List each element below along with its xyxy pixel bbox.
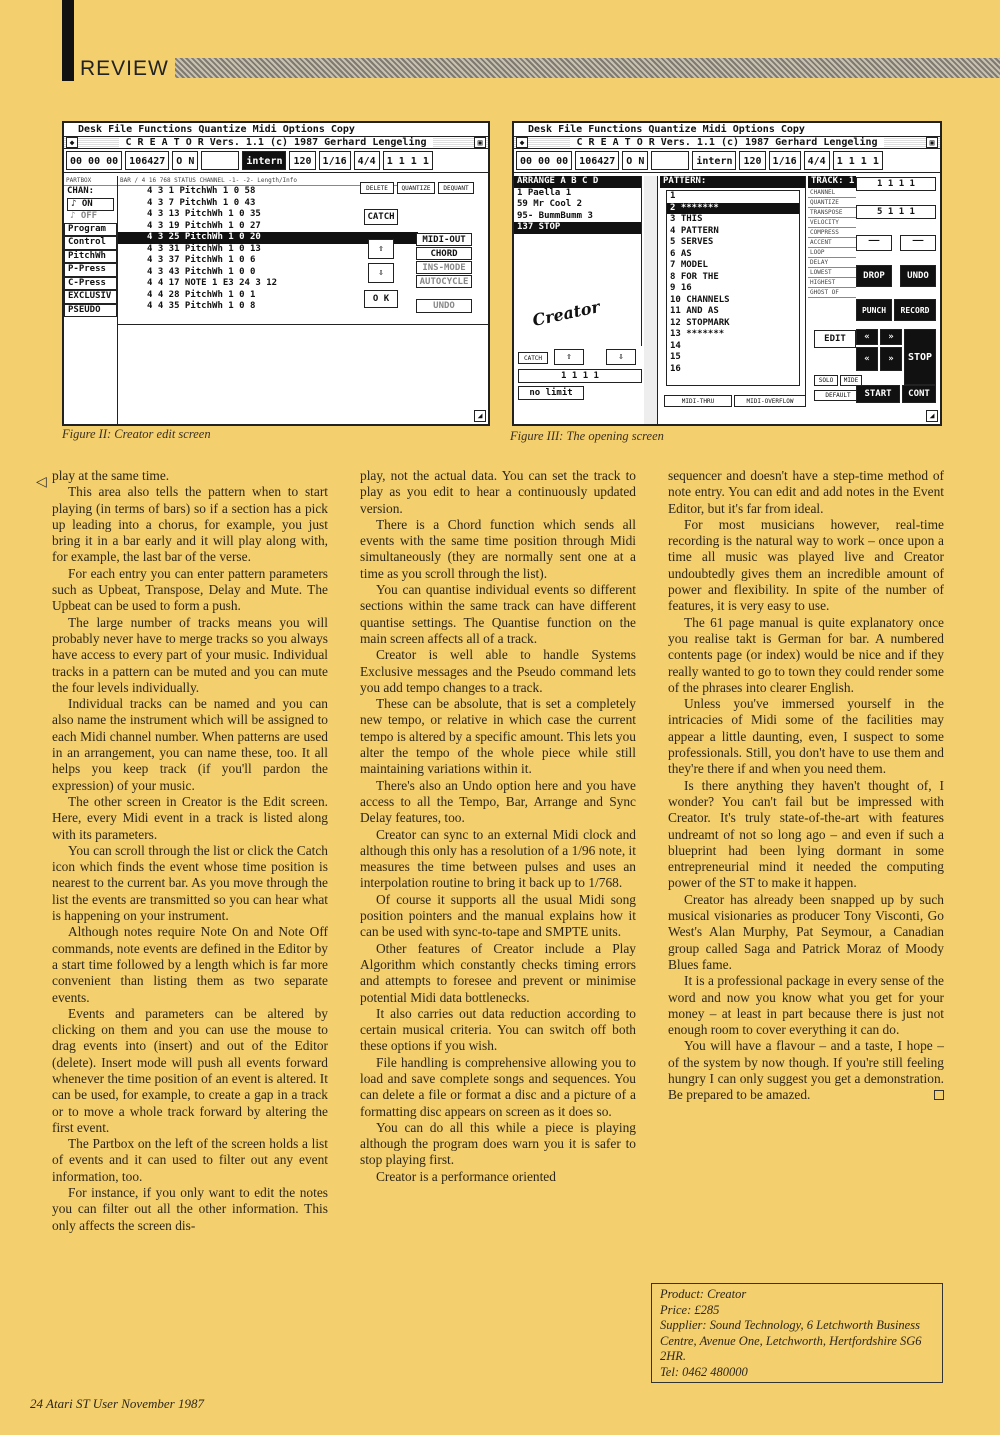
arrange-item: 95- BummBumm 3 — [517, 210, 593, 221]
track-param: TRANSPOSE — [808, 208, 856, 218]
delete-button: DELETE — [360, 182, 394, 194]
event-row: 4 3 43 PitchWh 1 0 0 — [147, 266, 256, 277]
scroll-up-icon: ⇧ — [368, 239, 394, 259]
prev-icon: « — [856, 347, 878, 371]
pattern-item: 4 PATTERN — [670, 225, 719, 236]
paragraph: Unless you've immersed yourself in the intricacies of Midi some of the facilities may appear a little daunting, even, I suspect to some professionals. Still, you don't have to use them and they're there if and when you need them. — [668, 696, 944, 777]
pattern-item: 1 — [670, 191, 676, 201]
resize-icon: ◢ — [474, 410, 486, 422]
track-param: HIGHEST — [808, 278, 856, 288]
event-row: 4 4 17 NOTE 1 E3 24 3 12 — [147, 278, 278, 288]
pattern-item: 7 MODEL — [670, 260, 708, 270]
arrange-header: ARRANGE A B C D — [514, 176, 641, 188]
event-row: 4 3 13 PitchWh 1 0 35 — [147, 209, 261, 219]
article-column-2 — [360, 468, 636, 1185]
cont-button: CONT — [902, 385, 936, 403]
paragraph: There's also an Undo option here and you have access to all the Tempo, Bar, Arrange and Sync Delay features, too. — [360, 777, 636, 826]
default-button: DEFAULT — [814, 390, 862, 401]
rewind-icon: « — [856, 329, 878, 345]
arrange-item: 1 Paella 1 — [517, 187, 572, 198]
title-bar — [64, 137, 488, 149]
punch-button: PUNCH — [856, 299, 892, 321]
pattern-item: 14 — [670, 340, 681, 351]
paragraph: These can be absolute, that is set a completely new tempo, or relative in which case the current tempo is altered by a specific amount. This lets you alter the tempo of the whole piece while still maintaining variations within it. — [360, 696, 636, 777]
pattern-item: 16 — [670, 363, 681, 374]
scroll-down-icon: ⇩ — [368, 263, 394, 283]
paragraph: There is a Chord function which sends all events with the same time position through Midi simultaneously (they are normally sent one at a time as you scroll through the list). — [360, 516, 636, 581]
paragraph: The large number of tracks means you will probably never have to merge tracks so you always have access to every part of your music. Individual tracks in a pattern can be muted and you can mute the four levels individually. — [52, 614, 328, 695]
counter-display: 1 1 1 1 — [833, 151, 883, 170]
quantize-display: 1/16 — [319, 151, 351, 170]
paragraph: For each entry you can enter pattern parameters such as Upbeat, Transpose, Delay and Mute. The Upbeat can be used to form a push. — [52, 565, 328, 614]
track-param: COMPRESS — [808, 228, 856, 238]
paragraph: For instance, if you only want to edit the notes you can filter out all the other information. This only affects the screen dis- — [52, 1185, 328, 1233]
sync-display: intern — [242, 151, 286, 170]
paragraph: Is there anything they haven't thought of, I wonder? You can't fail but be impressed with Creator. It's truly state-of-the-art with features undreamt of not so long ago – and even if such a blueprint had been lying dormant in some entrepreneurial mind it needed the computing power of the ST to make it happen. — [668, 777, 944, 891]
section-header — [62, 55, 1000, 81]
partbox-item: P-Press — [64, 263, 117, 277]
scroll-up-icon: ⇧ — [554, 349, 584, 365]
figure-opening-screen — [512, 121, 942, 426]
paragraph: Creator has already been snapped up by such musical visionaries as producer Tony Visconti, Go West's Alan Murphy, Pat Seymour, a Canadian group called Saga and Patrick Moraz of Moody Blues fame. — [668, 891, 944, 972]
dequant-button: DEQUANT — [438, 182, 474, 194]
midi-out-button: MIDI-OUT — [416, 233, 472, 246]
solo-button: SOLO — [814, 375, 838, 386]
pattern-item: 11 AND AS — [670, 306, 719, 316]
paragraph: Of course it supports all the usual Midi song position pointers and the manual explains how it can be used with sync-to-tape and SMPTE units. — [360, 891, 636, 940]
track-panel — [808, 176, 856, 406]
page-footer: 24 Atari ST User November 1987 — [30, 1396, 204, 1411]
right-locator-display: 5 1 1 1 — [856, 205, 936, 219]
free-display: 106427 — [575, 151, 619, 170]
arrange-item: 59 Mr Cool 2 — [517, 199, 583, 209]
event-row: 4 3 31 PitchWh 1 0 13 — [147, 243, 261, 254]
paragraph: Other features of Creator include a Play Algorithm which constantly checks timing errors and attempts to foresee and prevent or minimise potential Midi data bottlenecks. — [360, 940, 636, 1005]
counter-display: 1 1 1 1 — [856, 177, 936, 191]
track-param: LOOP — [808, 248, 856, 258]
paragraph: Events and parameters can be altered by clicking on them and you can use the mouse to drag events into (insert) and out of the Editor (delete). Insert mode will push all events forward whenever the time position of an event is altered. It can be used, for example, to create a gap in a track or to move a whole track forward by altering the first event. — [52, 1005, 328, 1135]
quantize-display: 1/16 — [769, 151, 801, 170]
edit-button: EDIT — [814, 330, 856, 348]
partbox-item: PSEUDO — [64, 304, 117, 318]
end-mark-icon — [934, 1090, 944, 1100]
partbox-item: PitchWh — [64, 250, 117, 264]
event-row: 4 3 19 PitchWh 1 0 27 — [147, 220, 261, 231]
figure-3-caption: Figure III: The opening screen — [510, 429, 664, 443]
paragraph: The 61 page manual is quite explanatory once you realise takt is German for bar. A numbered contents page (or index) would be nice and if they really wanted to go to town they could render some of the phrases into clearer English. — [668, 614, 944, 695]
midi-thru-button: MIDI-THRU — [664, 395, 732, 407]
pattern-item: 9 16 — [670, 283, 692, 293]
measure-display: 4/4 — [804, 151, 830, 170]
upbeat-display: 1 1 1 1 — [518, 369, 642, 383]
pattern-header: PATTERN: — [660, 176, 805, 188]
partbox-item: ♪ OFF — [70, 211, 98, 221]
figure-2-caption: Figure II: Creator edit screen — [62, 427, 211, 441]
tel-line: Tel: 0462 480000 — [660, 1364, 748, 1379]
record-button: RECORD — [894, 299, 936, 321]
measure-display: 4/4 — [354, 151, 380, 170]
header-black-bar — [62, 0, 74, 81]
tempo-display: 120 — [289, 151, 315, 170]
pattern-item: 12 STOPMARK — [670, 317, 730, 328]
autocycle-button: AUTOCYCLE — [416, 275, 472, 288]
paragraph: You can scroll through the list or click the Catch icon which finds the event whose time position is nearest to the current bar. As you move through the list the events are transmitted so you can hear what is happening on your instrument. — [52, 842, 328, 924]
arrange-toggle: O N — [172, 151, 198, 170]
midi-overflow-button: MIDI-OVERFLOW — [734, 395, 806, 407]
event-row: 4 3 7 PitchWh 1 0 43 — [147, 197, 256, 208]
sync-delay — [201, 151, 239, 170]
pattern-strip — [644, 176, 658, 426]
article-column-1 — [52, 468, 328, 1234]
paragraph: It also carries out data reduction according to certain musical criteria. You can switch off both these options if you wish. — [360, 1005, 636, 1054]
toolbar — [64, 149, 488, 173]
empty-area — [118, 324, 488, 424]
event-row: 4 4 28 PitchWh 1 0 1 — [147, 289, 256, 300]
track-param: GHOST OF — [808, 288, 856, 298]
partbox-header: PARTBOX — [64, 176, 117, 186]
creator-logo: Creator — [530, 297, 602, 330]
price-line: Price: £285 — [660, 1302, 720, 1317]
tempo-display: 120 — [739, 151, 765, 170]
track-param: QUANTIZE — [808, 198, 856, 208]
paragraph-last — [668, 1038, 944, 1103]
ok-button: O K — [364, 290, 398, 308]
free-display: 106427 — [125, 151, 169, 170]
pattern-item: 6 AS — [670, 248, 692, 259]
partbox-item: Program — [64, 223, 117, 237]
start-button: START — [856, 385, 900, 403]
paragraph: You can quantise individual events so different sections within the same track can have different quantise settings. The Quantise function on the main screen affects all of a track. — [360, 582, 636, 646]
menu-bar: Desk File Functions Quantize Midi Options Copy — [64, 123, 488, 137]
autodrop-button: –– — [856, 235, 892, 251]
sync-delay — [651, 151, 689, 170]
resize-icon: ◢ — [926, 410, 938, 422]
paragraph: The other screen in Creator is the Edit screen. Here, every Midi event in a track is listed along with its parameters. — [52, 793, 328, 842]
fullscreen-icon: ▣ — [926, 137, 938, 148]
position-display: 00 00 00 — [516, 151, 572, 170]
toolbar — [514, 149, 940, 173]
pattern-item: 10 CHANNELS — [670, 294, 730, 305]
partbox-item: C-Press — [64, 277, 117, 291]
counter-display: 1 1 1 1 — [383, 151, 433, 170]
window-title: C R E A T O R Vers. 1.1 (c) 1987 Gerhard Lengeling — [570, 137, 883, 148]
partbox-item: EXCLUSIV — [64, 290, 117, 304]
section-label: REVIEW — [80, 57, 175, 81]
track-param: DELAY — [808, 258, 856, 268]
event-list-header: BAR / 4 16 768 STATUS CHANNEL -1- -2- Length/Info — [118, 176, 418, 186]
undo-button: UNDO — [416, 299, 472, 313]
figure-edit-screen — [62, 121, 490, 426]
next-icon: » — [880, 347, 902, 371]
event-row: 4 3 1 PitchWh 1 0 58 — [147, 186, 256, 196]
continued-arrow-icon: ◁ — [36, 473, 47, 489]
quantize-button: QUANTIZE — [397, 182, 435, 194]
track-param: ACCENT — [808, 238, 856, 248]
chord-button: CHORD — [416, 247, 472, 260]
position-display: 00 00 00 — [66, 151, 122, 170]
pattern-item: 8 FOR THE — [670, 271, 719, 282]
paragraph: play at the same time. — [52, 468, 170, 483]
event-row-selected: 4 3 25 PitchWh 1 0 20 — [118, 232, 418, 244]
pattern-panel — [660, 176, 806, 406]
pattern-item: 15 — [670, 352, 681, 362]
paragraph-last-text: You will have a flavour – and a taste, I hope – of the system by now though. If you're still feeling hungry I can only suggest you get a demonstration. Be prepared to be amazed. — [668, 1038, 944, 1103]
scroll-down-icon: ⇩ — [606, 349, 636, 365]
track-param: VELOCITY — [808, 218, 856, 228]
supplier-line: Supplier: Sound Technology, 6 Letchworth Business Centre, Avenue One, Letchworth, Hertfordshire SG6 2HR. — [660, 1318, 922, 1363]
paragraph: Individual tracks can be named and you can also name the instrument which will be assigned to each Midi channel number. When patterns are used in an arrangement, you can name these, too. It all helps you keep track (if you'll pardon the expression) of your music. — [52, 696, 328, 793]
ins-mode-button: INS-MODE — [416, 261, 472, 274]
paragraph: It is a professional package in every sense of the word and now you know what you get for your money – at least in part because there is just not enough room to cover everything it can do. — [668, 973, 944, 1038]
header-stripes — [154, 58, 1000, 78]
partbox-item: Control — [64, 236, 117, 250]
pattern-item: 13 ******* — [670, 329, 725, 339]
catch-button: CATCH — [518, 352, 548, 364]
event-row: 4 3 37 PitchWh 1 0 6 — [147, 255, 256, 265]
cycle-button: –– — [900, 235, 936, 251]
paragraph: Creator is well able to handle Systems Exclusive messages and the Pseudo command lets you add tempo changes to a track. — [360, 647, 636, 695]
article-column-3 — [668, 468, 944, 1104]
title-bar — [514, 137, 940, 149]
partbox — [64, 176, 118, 424]
arrange-toggle: O N — [622, 151, 648, 170]
paragraph: This area also tells the pattern when to start playing (in terms of bars) so if a section has a pick up leading into a chorus, for example, you just bring it in a bar early and it will play along with, for example, the last bar of the verse. — [52, 484, 328, 565]
paragraph: sequencer and doesn't have a step-time method of note entry. You can edit and add notes in the Event Editor, but it's far from ideal. — [668, 468, 944, 516]
partbox-item: ♪ ON — [67, 198, 114, 212]
drop-button: DROP — [856, 265, 892, 287]
partbox-item: CHAN: — [67, 186, 95, 196]
paragraph: play, not the actual data. You can set the track to play as you edit to hear a continuously updated version. — [360, 468, 636, 516]
pattern-item-selected: 2 ******* — [667, 203, 799, 215]
paragraph: For most musicians however, real-time recording is the natural way to work – once upon a time all music was played live and Creator undoubtedly gives them an incredible amount of power and flexibility. In spite of the number of features, it is very easy to use. — [668, 516, 944, 614]
fast-forward-icon: » — [880, 329, 902, 345]
window-title: C R E A T O R Vers. 1.1 (c) 1987 Gerhard Lengeling — [119, 137, 432, 148]
arrange-item-selected: 137 STOP — [514, 222, 641, 234]
event-row: 4 4 35 PitchWh 1 0 8 — [147, 301, 256, 311]
sync-display: intern — [692, 151, 736, 170]
track-header: TRACK: 1 — [808, 176, 856, 188]
product-info-box — [651, 1283, 943, 1383]
paragraph: File handling is comprehensive allowing you to load and save complete songs and sequences. You can delete a file or format a disc and a picture of a formatting disc appears on screen as it does so. — [360, 1054, 636, 1119]
product-line: Product: Creator — [660, 1287, 747, 1301]
no-limit-display: no limit — [518, 386, 584, 400]
pattern-item: 5 SERVES — [670, 237, 714, 247]
paragraph: Creator is a performance oriented — [376, 1168, 556, 1184]
paragraph: Although notes require Note On and Note Off commands, note events are defined in the Editor by a start time followed by a length which is far more convenient than listing them as two separate events. — [52, 924, 328, 1005]
menu-bar: Desk File Functions Quantize Midi Options Copy — [514, 123, 940, 137]
paragraph: You can do all this while a piece is playing although the program does warn you it is safer to stop playing first. — [360, 1119, 636, 1168]
close-icon: ◆ — [66, 137, 78, 148]
track-param: CHANNEL — [808, 188, 856, 198]
undo-button: UNDO — [900, 265, 936, 287]
close-icon: ◆ — [516, 137, 528, 148]
pattern-list — [666, 190, 800, 386]
mide-button: MIDE — [840, 375, 862, 386]
track-param: LOWEST — [808, 268, 856, 278]
paragraph: The Partbox on the left of the screen holds a list of events and it can used to filter out any event information, too. — [52, 1136, 328, 1184]
arrange-panel — [514, 176, 642, 346]
fullscreen-icon: ▣ — [474, 137, 486, 148]
catch-button: CATCH — [364, 209, 398, 225]
stop-button: STOP — [904, 329, 936, 385]
pattern-item: 3 THIS — [670, 214, 703, 224]
paragraph: Creator can sync to an external Midi clock and although this only has a resolution of a 1/96 note, it measures the time between pulses and uses an interpolation routine to bring it back up to 1/768. — [360, 826, 636, 891]
